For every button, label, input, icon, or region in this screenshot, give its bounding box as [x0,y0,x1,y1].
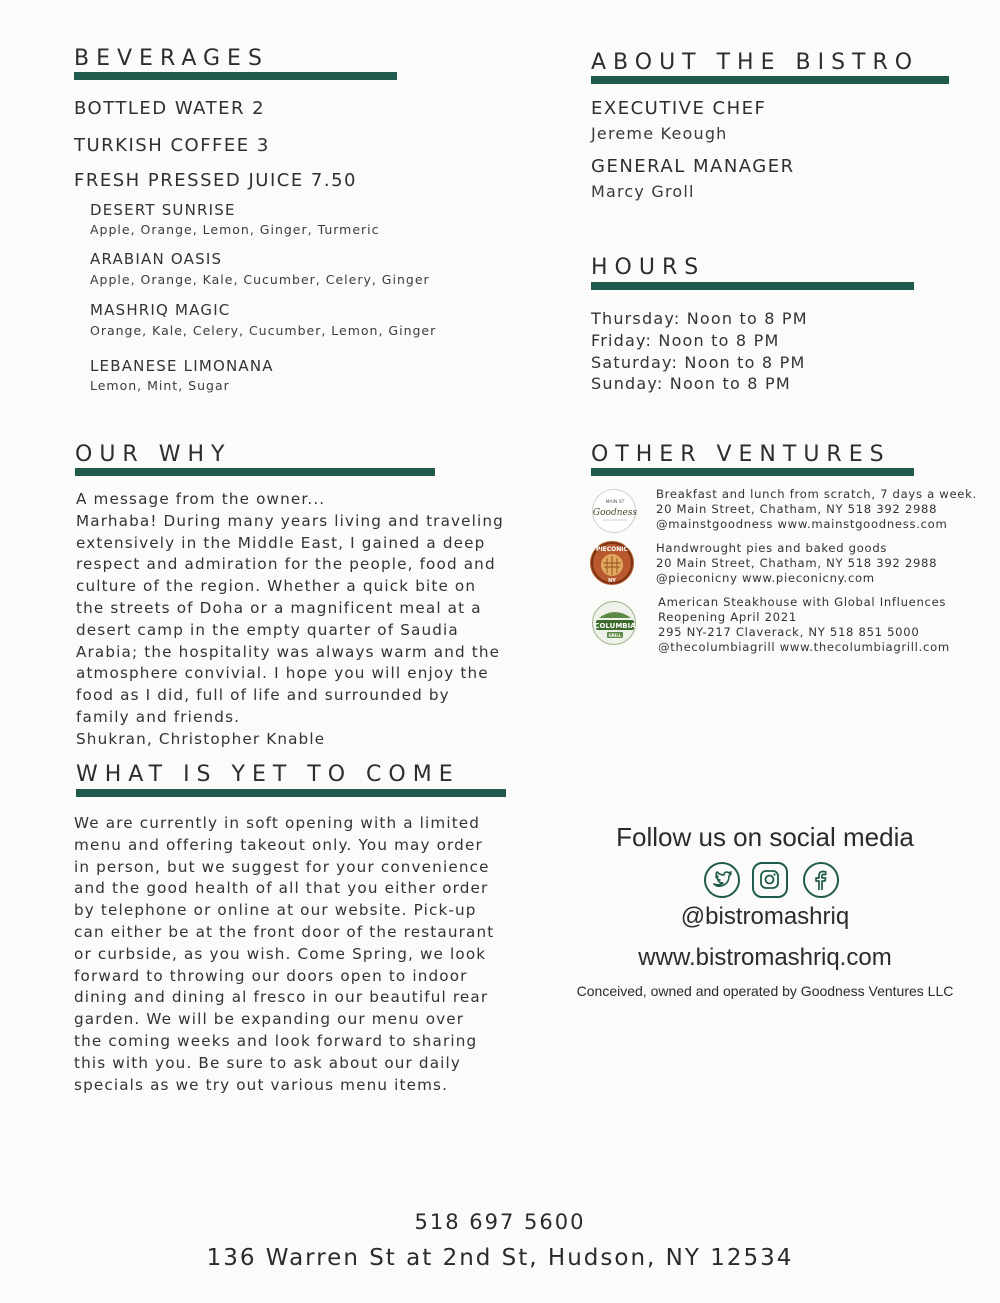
facebook-icon[interactable] [803,862,839,898]
why-line: atmosphere convivial. I hope you will enjoy the [76,664,489,683]
hours-title: HOURS [591,255,706,280]
instagram-icon[interactable] [752,862,788,898]
ventures-title: OTHER VENTURES [591,442,891,467]
why-line: Shukran, Christopher Knable [76,729,326,748]
about-divider [591,76,949,84]
why-line: respect and admiration for the people, food and [76,555,496,574]
yet-to-come-line: menu and offering takeout only. You may order [74,835,483,854]
chef-role: EXECUTIVE CHEF [591,98,767,119]
yet-to-come-line: the coming weeks and look forward to sharing [74,1031,478,1050]
yet-to-come-line: dining and dining al fresco in our beautiful rear [74,988,489,1007]
logo-small-text: MAIN ST [605,500,625,505]
venture-line: 20 Main Street, Chatham, NY 518 392 2988 [656,502,938,516]
why-title: OUR WHY [75,442,232,467]
yet-to-come-line: in person, but we suggest for your convenience [74,857,490,876]
owner-statement: Conceived, owned and operated by Goodness Ventures LLC [576,983,954,999]
juice-name: MASHRIQ MAGIC [90,301,231,319]
why-line: A message from the owner... [76,490,326,508]
beverages-divider [74,72,397,80]
yet-to-come-divider [76,789,506,797]
why-line: Arabia; the hospitality was always warm and the [76,642,501,661]
yet-to-come-line: specials as we try out various menu items. [74,1075,449,1094]
juice-ingredients: Orange, Kale, Celery, Cucumber, Lemon, Ginger [90,323,437,338]
hours-line: Saturday: Noon to 8 PM [591,353,806,372]
gm-role: GENERAL MANAGER [591,156,795,177]
pieconic-logo [590,541,634,585]
venture-line: 20 Main Street, Chatham, NY 518 392 2988 [656,556,938,570]
yet-to-come-line: this with you. Be sure to ask about our daily [74,1053,462,1072]
why-text [76,489,504,751]
columbia-grill-logo [592,601,636,645]
why-line: extensively in the Middle East, I gained a deep [76,533,486,552]
venture-line: Reopening April 2021 [658,610,797,624]
social-handle[interactable]: @bistromashriq [680,903,850,930]
why-divider [75,468,435,476]
yet-to-come-title: WHAT IS YET TO COME [76,762,460,787]
logo-small-text: GRILL [608,633,622,638]
website-link[interactable]: www.bistromashriq.com [638,944,892,971]
venture-line: @pieconicny www.pieconicny.com [656,571,875,585]
yet-to-come-text [74,813,494,1096]
why-line: family and friends. [76,707,241,726]
social-heading: Follow us on social media [616,822,914,852]
beverage-item: BOTTLED WATER 2 [74,98,266,119]
why-line: Marhaba! During many years living and traveling [76,511,504,530]
juice-ingredients: Apple, Orange, Kale, Cucumber, Celery, Ginger [90,272,430,287]
mainst-goodness-logo [592,489,636,533]
footer-address: 136 Warren St at 2nd St, Hudson, NY 12534 [206,1245,794,1271]
yet-to-come-line: and the good health of all that you either order [74,879,489,898]
logo-main-text: Goodness [593,508,637,518]
juice-ingredients: Lemon, Mint, Sugar [90,378,230,393]
venture-description [658,595,950,655]
juice-name: ARABIAN OASIS [90,250,223,268]
ventures-divider [591,468,914,476]
why-line: the streets of Doha or a magnificent meal at a [76,598,482,617]
why-line: food as I did, full of life and surrounded by [76,686,450,705]
hours-line: Thursday: Noon to 8 PM [591,309,808,328]
yet-to-come-line: forward to throwing our doors open to indoor [74,966,468,985]
yet-to-come-line: by telephone or online at our website. Pick-up [74,901,477,920]
beverage-item: TURKISH COFFEE 3 [74,135,270,156]
about-title: ABOUT THE BISTRO [591,50,920,75]
why-line: desert camp in the empty quarter of Saudia [76,620,459,639]
why-line: culture of the region. Whether a quick bite on [76,577,477,596]
venture-line: Breakfast and lunch from scratch, 7 days a week. [656,487,977,501]
juice-name: DESERT SUNRISE [90,201,236,219]
venture-description [656,487,977,532]
logo-main-text: COLUMBIA [594,622,636,630]
logo-main-text: PIECONIC [596,546,628,553]
beverage-item: FRESH PRESSED JUICE 7.50 [74,170,357,191]
hours-divider [591,282,914,290]
yet-to-come-line: can either be at the front door of the restaurant [74,922,495,941]
gm-name: Marcy Groll [591,182,695,201]
twitter-icon[interactable] [704,862,740,898]
hours-line: Friday: Noon to 8 PM [591,331,780,350]
yet-to-come-line: We are currently in soft opening with a limited [74,814,481,832]
yet-to-come-line: garden. We will be expanding our menu over [74,1010,465,1029]
venture-description [656,541,937,586]
beverages-title: BEVERAGES [74,46,269,71]
logo-small-text: NY [608,578,616,584]
footer-phone[interactable]: 518 697 5600 [414,1210,586,1234]
chef-name: Jereme Keough [591,124,728,143]
venture-line: @thecolumbiagrill www.thecolumbiagrill.com [658,640,950,654]
venture-line: 295 NY-217 Claverack, NY 518 851 5000 [658,625,920,639]
yet-to-come-line: or curbside, as you wish. Come Spring, we look [74,944,487,963]
venture-line: American Steakhouse with Global Influences [658,595,947,609]
juice-ingredients: Apple, Orange, Lemon, Ginger, Turmeric [90,222,380,237]
venture-line: @mainstgoodness www.mainstgoodness.com [656,517,948,531]
hours-line: Sunday: Noon to 8 PM [591,374,791,393]
venture-line: Handwrought pies and baked goods [656,541,888,555]
juice-name: LEBANESE LIMONANA [90,357,274,375]
